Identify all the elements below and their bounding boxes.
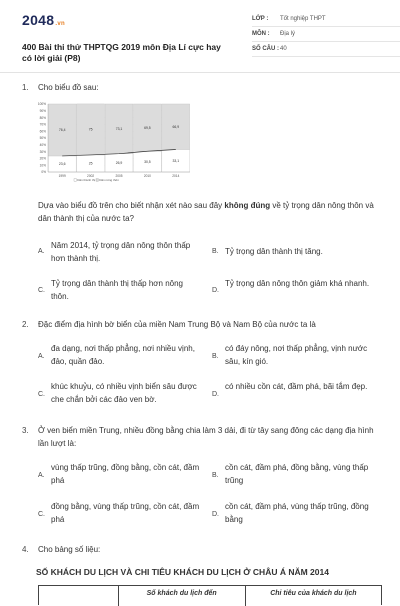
y-tick-label: 10% (39, 163, 46, 168)
option-text: Tỷ trọng dân nông thôn giảm khá nhanh. (225, 279, 370, 288)
y-tick-label: 0% (41, 170, 46, 175)
question-number: 2. (22, 320, 29, 329)
option-text: vùng thấp trũng, đồng bằng, cồn cát, đầm phá (51, 463, 200, 485)
document-title: 400 Bài thi thử THPTQG 2019 môn Địa Lí cực hay có lời giải (P8) (22, 42, 221, 63)
y-tick-label: 70% (39, 122, 46, 127)
bar-data-label: 69,5 (144, 125, 151, 130)
option-letter: D. (212, 287, 219, 294)
option-letter: B. (212, 353, 219, 360)
question-text: Đặc điểm địa hình bờ biển của miền Nam Trung Bộ và Nam Bộ của nước ta là (38, 320, 316, 329)
bar-data-label: 26,9 (115, 161, 123, 166)
bar-data-label: 66,9 (172, 124, 180, 129)
y-tick-label: 100% (37, 102, 46, 107)
logo-suffix: .vn (55, 21, 65, 27)
option-b[interactable] (212, 245, 380, 259)
header (22, 12, 380, 68)
question-number: 3. (22, 426, 29, 435)
option-text: khúc khuỷu, có nhiều vịnh biển sâu được che chắn bởi các đảo ven bờ. (51, 382, 197, 404)
option-c[interactable] (38, 277, 198, 303)
population-chart (30, 100, 198, 192)
option-text: đa dạng, nơi thấp phẳng, nơi nhiều vịnh, đảo, quần đảo. (51, 344, 195, 366)
option-d[interactable] (212, 500, 380, 526)
question-prompt (38, 199, 376, 225)
option-c[interactable] (38, 500, 198, 526)
legend-label: Dân thành thị (77, 178, 96, 182)
question-text: Ở ven biển miền Trung, nhiều đồng bằng chia làm 3 dải, đi từ tây sang đông các dạng địa hình lần lượt là: (38, 426, 374, 448)
option-letter: B. (212, 472, 219, 479)
table-header-cell (39, 586, 119, 606)
y-tick-label: 40% (39, 143, 46, 147)
prompt-end: về tỷ trọng dân nông thôn và dân thành thị của nước ta? (38, 201, 374, 223)
bar-data-label: 30,5 (144, 159, 151, 164)
meta-key: SỐ CÂU : (252, 46, 279, 52)
option-d[interactable] (212, 277, 380, 303)
option-text: Tỷ trọng dân thành thị tăng. (225, 247, 323, 256)
meta-value: 40 (280, 46, 287, 52)
question-text: Cho bảng số liệu: (38, 545, 101, 554)
legend-label: Dân nông thôn (99, 178, 119, 182)
y-tick-label: 60% (39, 129, 46, 134)
option-letter: C. (38, 391, 45, 398)
y-tick-label: 80% (39, 115, 46, 120)
bar-data-label: 23,6 (58, 162, 66, 167)
option-text: cồn cát, đầm phá, vùng thấp trũng, đồng bằng (225, 502, 369, 524)
option-letter: A. (38, 353, 45, 360)
option-letter: B. (212, 248, 219, 255)
x-tick-label: 2010 (143, 174, 151, 178)
option-letter: C. (38, 287, 45, 294)
option-d[interactable] (212, 380, 380, 406)
meta-value[interactable]: Địa lý (280, 31, 296, 37)
legend-swatch (74, 179, 76, 181)
bar-data-label: 25 (88, 161, 93, 166)
option-text: có đáy nông, nơi thấp phẳng, vịnh nước sâu, kín gió. (225, 344, 368, 366)
table-header-cell: Số khách du lịch đến (119, 586, 246, 606)
logo-text: 2048 (22, 12, 55, 28)
meta-row-subject (252, 27, 400, 42)
prompt-emphasis: không đúng (224, 201, 271, 210)
option-b[interactable] (212, 461, 380, 487)
meta-value[interactable]: Tốt nghiệp THPT (280, 16, 326, 22)
option-b[interactable] (212, 342, 380, 368)
x-tick-label: 2002 (87, 174, 95, 178)
question-number: 4. (22, 545, 29, 554)
option-text: cồn cát, đầm phá, đồng bằng, vùng thấp trũng (225, 463, 369, 485)
y-tick-label: 20% (39, 156, 46, 161)
data-table-header (38, 585, 382, 605)
meta-key: LỚP : (252, 16, 269, 22)
option-letter: D. (212, 511, 219, 518)
table-header-cell: Chi tiêu của khách du lịch (270, 590, 357, 597)
option-letter: A. (38, 248, 45, 255)
option-text: Tỷ trọng dân thành thị thấp hơn nông thôn. (51, 279, 184, 301)
x-tick-label: 2014 (172, 174, 180, 178)
option-text: Năm 2014, tỷ trọng dân nông thôn thấp hơn thành thị. (51, 241, 191, 263)
option-letter: A. (38, 472, 45, 479)
x-tick-label: 2005 (115, 174, 123, 178)
bar-data-label: 33,1 (172, 158, 180, 163)
x-tick-label: 1999 (58, 174, 66, 178)
meta-row-grade (252, 12, 400, 27)
y-tick-label: 90% (39, 109, 46, 113)
meta-panel (252, 12, 400, 57)
option-a[interactable] (38, 461, 198, 487)
site-logo[interactable] (22, 12, 65, 28)
meta-row-count (252, 42, 400, 57)
bar-data-label: 75 (88, 127, 93, 132)
legend-swatch (96, 179, 98, 181)
bar-data-label: 73,1 (115, 127, 123, 132)
y-tick-label: 50% (39, 136, 46, 141)
option-c[interactable] (38, 380, 198, 406)
option-text: có nhiều cồn cát, đầm phá, bãi tắm đẹp. (225, 382, 368, 391)
y-tick-label: 30% (39, 149, 46, 154)
meta-key: MÔN : (252, 31, 270, 37)
question-number: 1. (22, 83, 29, 92)
option-text: đồng bằng, vùng thấp trũng, cồn cát, đầm phá (51, 502, 200, 524)
bar-data-label: 76,4 (58, 128, 66, 133)
prompt-start: Dựa vào biểu đồ trên cho biết nhận xét nào sau đây (38, 201, 225, 210)
option-letter: C. (38, 511, 45, 518)
table-title: SỐ KHÁCH DU LỊCH VÀ CHI TIÊU KHÁCH DU LỊCH Ở CHÂU Á NĂM 2014 (36, 567, 329, 577)
question-text: Cho biểu đồ sau: (38, 83, 99, 92)
option-a[interactable] (38, 342, 198, 368)
option-letter: D. (212, 391, 219, 398)
option-a[interactable] (38, 239, 198, 265)
header-divider (0, 72, 400, 73)
